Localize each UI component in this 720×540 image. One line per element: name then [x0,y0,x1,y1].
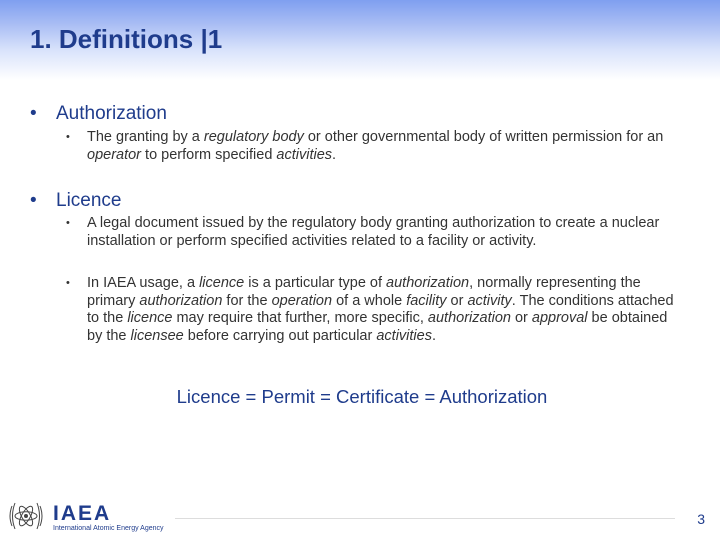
text-run: . [332,146,337,163]
un-emblem-atom-icon [6,496,46,536]
text-run: The granting by a [87,129,204,145]
page-number: 3 [697,511,705,527]
sub-bullet-dot: • [66,277,70,289]
text-run: for the [222,292,272,309]
bullet-dot: • [30,103,37,124]
sub-bullet-text [87,275,686,345]
italic-term: licence [127,310,173,326]
bullet-dot: • [30,190,37,211]
text-run: before carrying out particular [183,327,377,344]
bullet-label: Licence [56,190,122,211]
text-run: , normally representing the primary [87,275,641,309]
italic-term: activities [276,146,333,163]
italic-term: licence [199,275,245,291]
text-run: or [446,292,468,309]
text-run: or other governmental body of written permission for an [303,129,664,145]
sub-bullet-dot: • [66,217,70,229]
text-run: or [510,310,532,326]
text-run: of a whole [332,292,407,309]
text-run: . [431,327,436,344]
bullet-label: Authorization [56,103,167,124]
sub-bullet [66,275,686,345]
italic-term: authorization [139,292,223,309]
italic-term: activities [376,327,432,344]
italic-term: authorization [427,310,511,326]
italic-term: regulatory body [203,129,304,145]
sub-bullet [66,215,686,250]
sub-bullet-text [87,129,686,164]
italic-term: approval [531,310,588,326]
text-run: A legal document issued by the regulatory body granting authorization to create a nuclear installation or perform specified activities related to a facility or activity. [87,215,660,249]
italic-term: facility [406,292,447,309]
sub-bullet-text [87,215,686,250]
iaea-logo-word: IAEA [53,502,112,525]
italic-term: operation [271,292,333,309]
italic-term: activity [467,292,512,309]
text-run: may require that further, more specific, [172,310,428,326]
text-run: In IAEA usage, a [87,275,200,291]
sub-bullet-dot: • [66,131,70,143]
text-run: . The conditions attached to the [87,292,674,326]
footer-divider [175,518,675,519]
italic-term: operator [87,146,142,163]
text-run: be obtained by the [87,310,668,344]
italic-term: licensee [130,327,184,344]
iaea-logo-subtitle: International Atomic Energy Agency [53,525,164,532]
sub-bullet [66,129,686,164]
italic-term: authorization [386,275,470,291]
equivalence-formula: Licence = Permit = Certificate = Authorization [176,386,548,407]
slide-title: 1. Definitions |1 [30,24,223,54]
text-run: is a particular type of [244,275,387,291]
text-run: to perform specified [141,146,277,163]
